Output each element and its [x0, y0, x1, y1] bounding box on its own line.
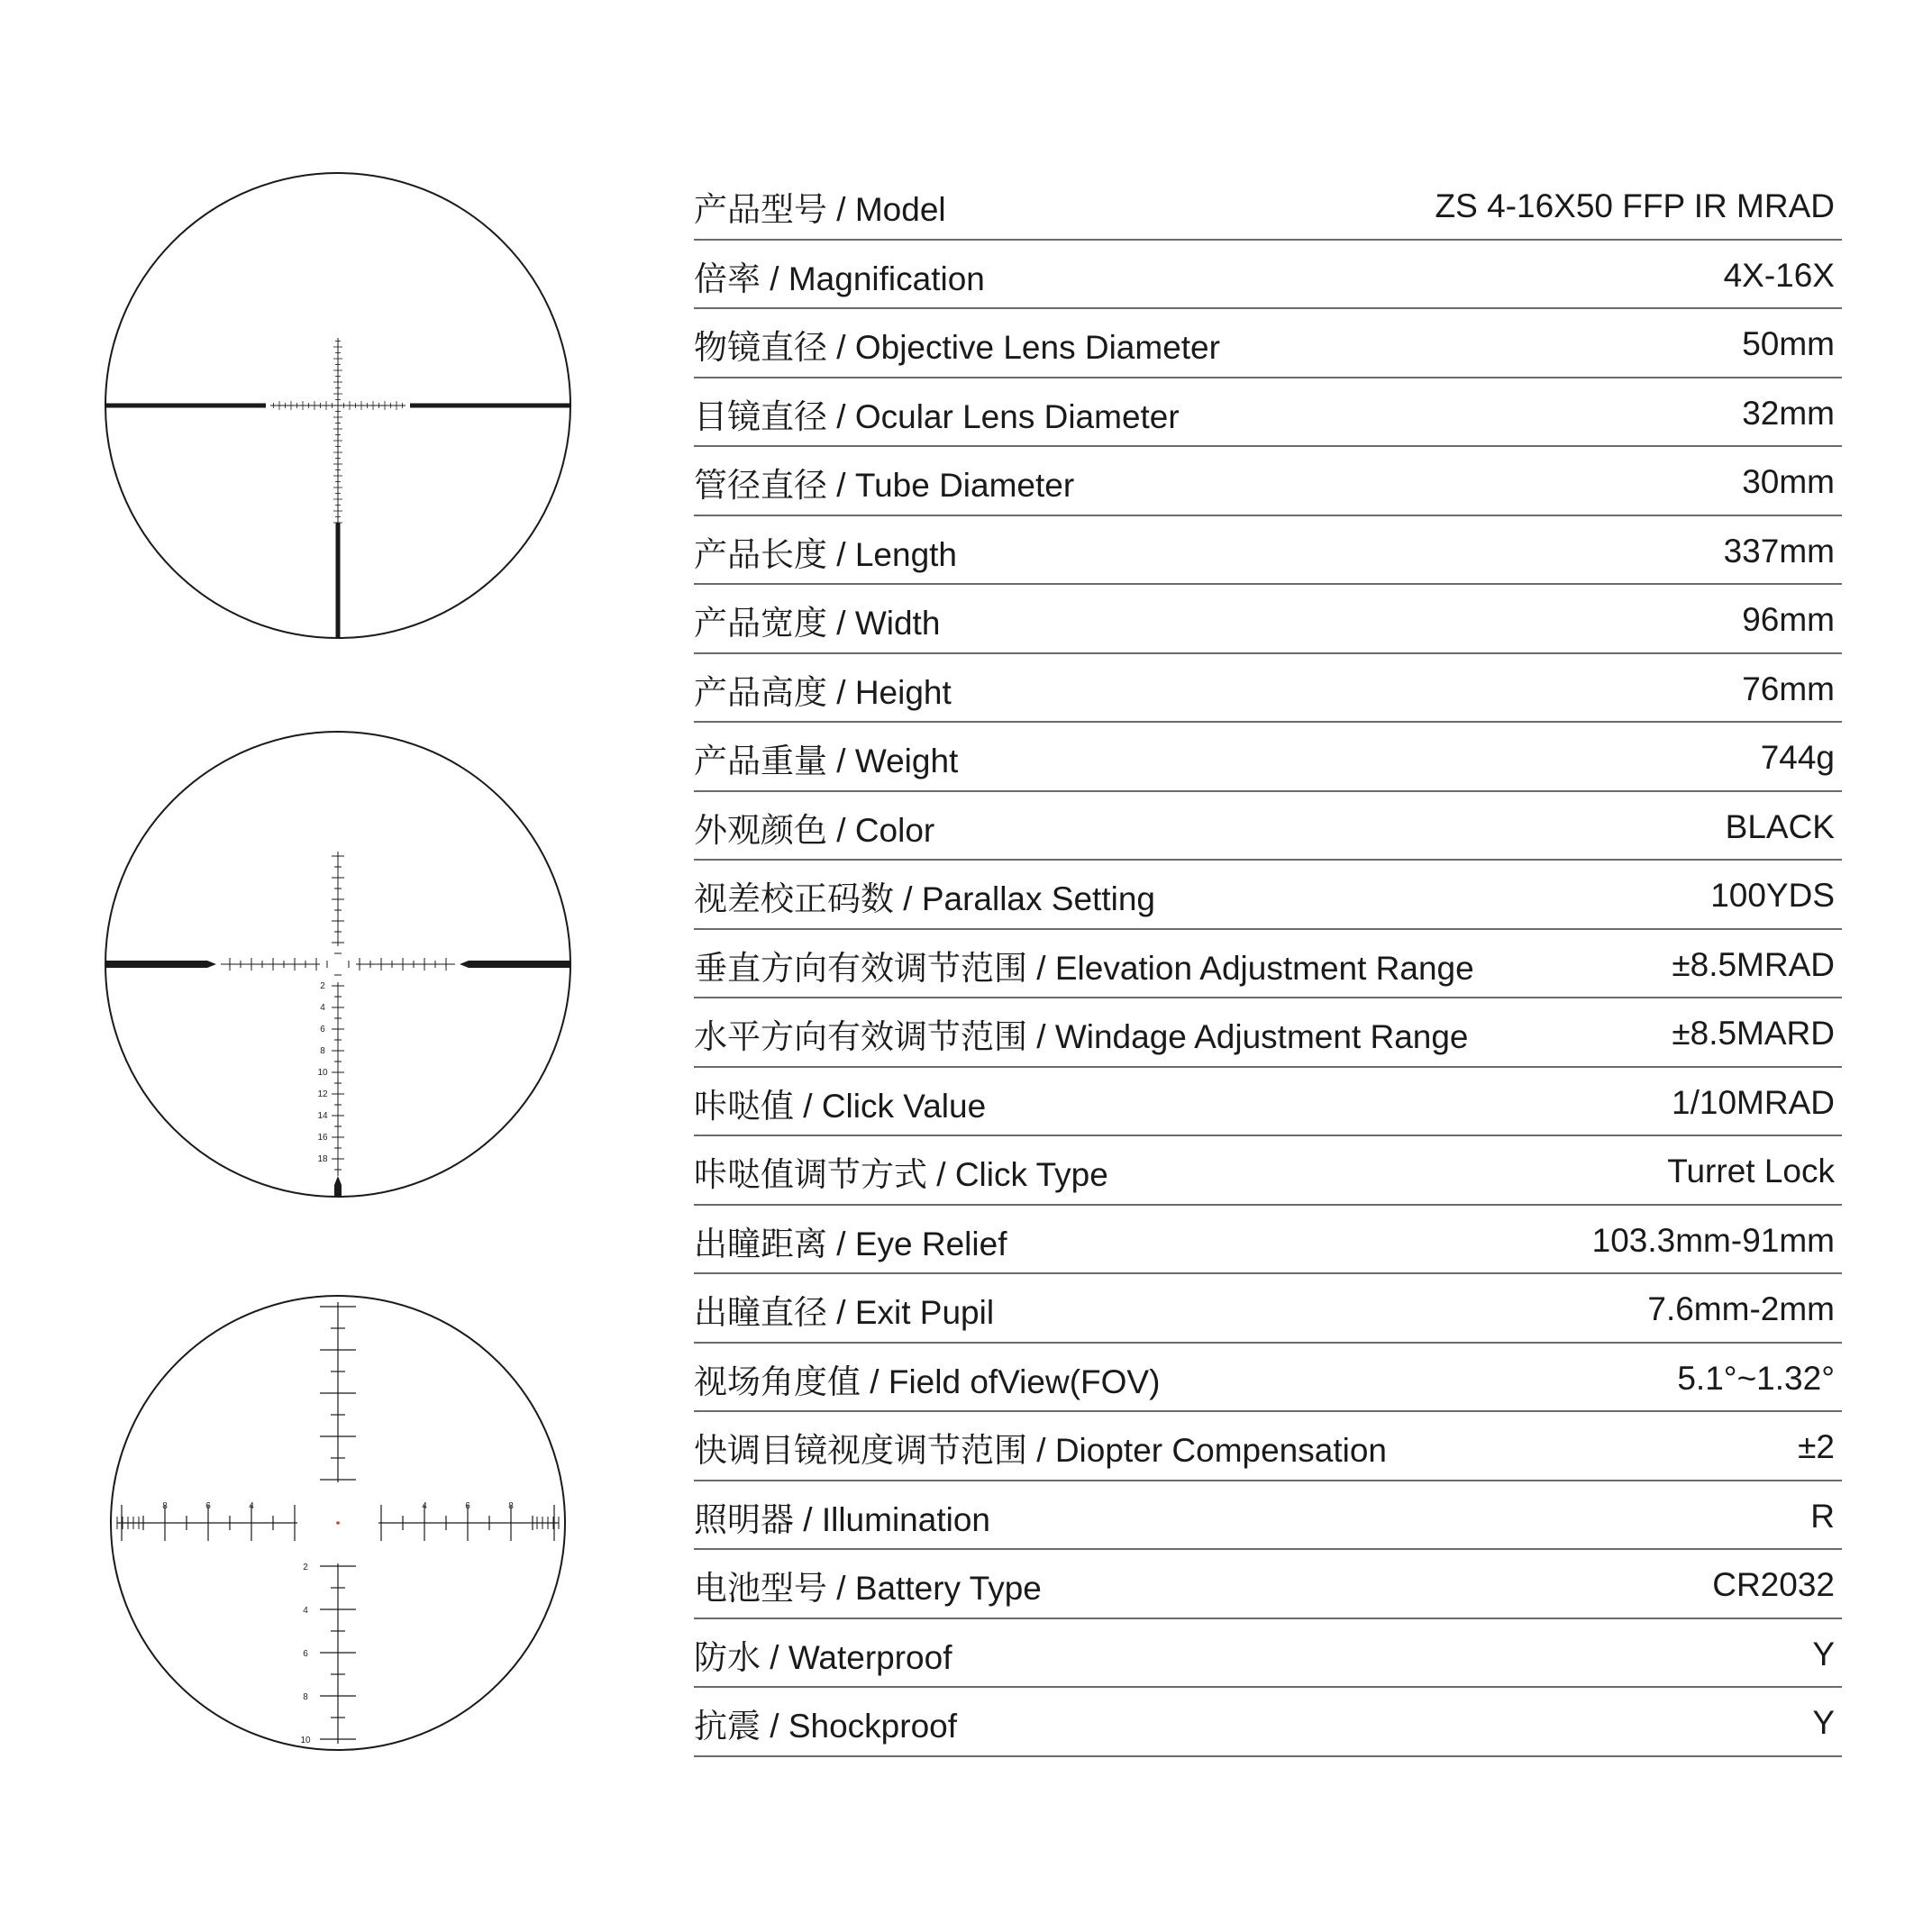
reticle-label: 2: [320, 981, 325, 991]
fine-crosshair-ticks: [221, 852, 455, 1176]
reticle-label: 6: [320, 1025, 325, 1034]
spec-label: 咔哒值 / Click Value: [694, 1087, 987, 1125]
spec-value: 5.1°~1.32°: [1677, 1359, 1835, 1397]
reticle-low-magnification: [99, 167, 577, 644]
spec-value: 32mm: [1742, 394, 1835, 432]
spec-row: [694, 241, 1842, 310]
reticle-label: 18: [317, 1154, 328, 1164]
thick-post-right: [460, 961, 570, 968]
illumination-dot: [336, 1521, 340, 1525]
spec-row: [694, 930, 1842, 999]
reticle-label: 8: [162, 1501, 168, 1511]
spec-label: 防水 / Waterproof: [694, 1638, 952, 1676]
spec-row: [694, 516, 1842, 586]
spec-value: ±8.5MARD: [1672, 1015, 1835, 1052]
spec-label: 产品型号 / Model: [694, 191, 946, 228]
reticle-label: 4: [422, 1501, 427, 1511]
spec-label: 照明器 / Illumination: [694, 1500, 990, 1538]
spec-row: [694, 1136, 1842, 1206]
spec-row: [694, 447, 1842, 516]
reticle-label: 4: [320, 1003, 325, 1013]
reticle-label: 6: [205, 1501, 211, 1511]
reticle-label: 6: [465, 1501, 470, 1511]
spec-row: [694, 1550, 1842, 1619]
reticle-label: 8: [508, 1501, 514, 1511]
spec-value: BLACK: [1725, 807, 1835, 845]
spec-row: [694, 1274, 1842, 1344]
spec-label: 电池型号 / Battery Type: [694, 1570, 1042, 1607]
spec-value: 100YDS: [1710, 877, 1835, 914]
spec-value: 103.3mm-91mm: [1591, 1221, 1835, 1259]
spec-value: ±8.5MRAD: [1672, 945, 1835, 983]
reticle-label: 10: [300, 1736, 311, 1745]
spec-value: CR2032: [1712, 1566, 1835, 1603]
reticle-label: 4: [303, 1606, 308, 1616]
reticle-label: 8: [303, 1692, 308, 1702]
spec-label: 快调目镜视度调节范围 / Diopter Compensation: [694, 1432, 1387, 1469]
spec-value: 4X-16X: [1723, 256, 1835, 294]
spec-row: [694, 1412, 1842, 1481]
spec-label: 视差校正码数 / Parallax Setting: [694, 880, 1155, 917]
reticle-high-magnification: [99, 1284, 577, 1762]
spec-label: 目镜直径 / Ocular Lens Diameter: [694, 397, 1180, 435]
spec-label: 产品重量 / Weight: [694, 743, 959, 779]
reticle-low-svg: [99, 167, 577, 644]
spec-label: 抗震 / Shockproof: [694, 1708, 958, 1745]
thick-post-bottom: [334, 1176, 342, 1197]
spec-row: [694, 309, 1842, 378]
spec-value: 50mm: [1742, 325, 1835, 362]
spec-label: 管径直径 / Tube Diameter: [694, 467, 1075, 504]
fine-crosshair-ticks: [270, 338, 406, 523]
spec-row: [694, 378, 1842, 448]
spec-value: 76mm: [1742, 670, 1835, 707]
reticle-label: 12: [317, 1089, 328, 1099]
spec-label: 外观颜色 / Color: [694, 811, 935, 849]
spec-label: 视场角度值 / Field ofView(FOV): [694, 1362, 1161, 1400]
spec-row: [694, 585, 1842, 654]
reticle-label: 8: [320, 1046, 325, 1056]
spec-label: 物镜直径 / Objective Lens Diameter: [694, 329, 1220, 366]
spec-value: 337mm: [1723, 532, 1835, 570]
spec-row: [694, 998, 1842, 1068]
spec-row: [694, 1688, 1842, 1757]
spec-row: [694, 861, 1842, 930]
spec-label: 出瞳直径 / Exit Pupil: [694, 1294, 995, 1331]
spec-value: 1/10MRAD: [1672, 1083, 1835, 1121]
spec-label: 倍率 / Magnification: [694, 260, 985, 297]
spec-value: 744g: [1760, 739, 1835, 776]
reticle-label: 2: [303, 1563, 308, 1572]
spec-label: 产品高度 / Height: [694, 673, 952, 711]
spec-label: 咔哒值调节方式 / Click Type: [694, 1156, 1108, 1193]
spec-row: [694, 171, 1842, 241]
spec-value: 7.6mm-2mm: [1647, 1290, 1835, 1327]
spec-value: Turret Lock: [1667, 1153, 1835, 1189]
spec-row: [694, 1344, 1842, 1413]
spec-value: R: [1810, 1497, 1835, 1535]
spec-row: [694, 792, 1842, 861]
reticle-mid-magnification: [99, 725, 577, 1203]
spec-value: 30mm: [1742, 463, 1835, 500]
spec-label: 水平方向有效调节范围 / Windage Adjustment Range: [694, 1018, 1469, 1055]
spec-label: 出瞳距离 / Eye Relief: [694, 1225, 1007, 1262]
reticle-label: 14: [317, 1111, 328, 1121]
spec-row: [694, 1619, 1842, 1689]
spec-value: ±2: [1798, 1428, 1835, 1465]
spec-row: [694, 1068, 1842, 1137]
reticle-label: 4: [249, 1501, 254, 1511]
reticle-mid-svg: [99, 725, 577, 1203]
spec-label: 产品宽度 / Width: [694, 605, 941, 642]
spec-label: 垂直方向有效调节范围 / Elevation Adjustment Range: [694, 949, 1474, 987]
reticle-high-svg: [99, 1284, 577, 1762]
spec-table: [694, 171, 1842, 1757]
spec-row: [694, 723, 1842, 792]
spec-value: 96mm: [1742, 601, 1835, 638]
spec-row: [694, 1206, 1842, 1275]
reticle-label: 10: [317, 1068, 328, 1078]
spec-label: 产品长度 / Length: [694, 535, 958, 573]
spec-row: [694, 1481, 1842, 1551]
reticle-label: 16: [317, 1133, 328, 1143]
thick-post-left: [105, 961, 216, 968]
spec-value: Y: [1812, 1704, 1835, 1741]
spec-row: [694, 654, 1842, 724]
spec-value: Y: [1812, 1635, 1835, 1672]
spec-value: ZS 4-16X50 FFP IR MRAD: [1435, 187, 1835, 224]
reticle-label: 6: [303, 1649, 308, 1659]
